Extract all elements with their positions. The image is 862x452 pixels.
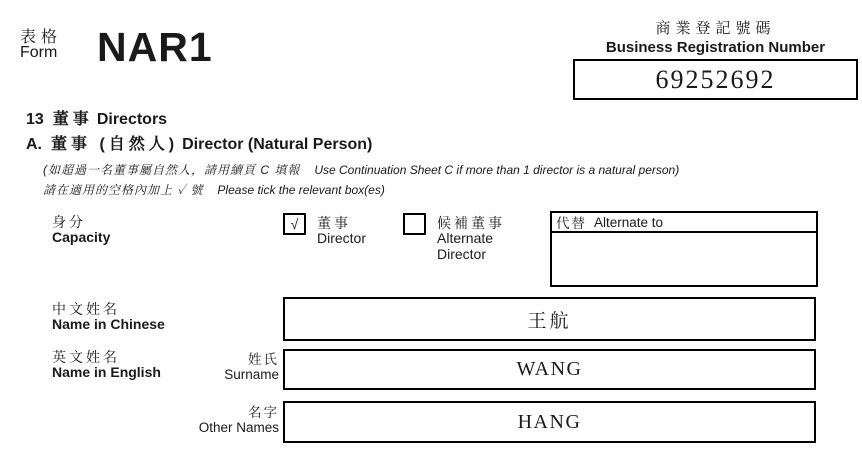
subsection-title-en: Director (Natural Person) [182,136,373,153]
brn-number-field[interactable]: 69252692 [573,59,858,100]
section-title-en: Directors [96,111,168,128]
alternate-director-checkbox[interactable] [403,213,426,235]
form-label-en: Form [20,44,58,61]
name-chinese-field[interactable]: 王航 [283,297,816,341]
capacity-label-en: Capacity [52,229,111,245]
director-label-zh: 董事 [317,215,351,231]
business-registration-block [573,17,858,100]
name-english-label-en: Name in English [52,364,161,380]
name-chinese-label-zh: 中文姓名 [52,301,120,317]
name-english-label-zh: 英文姓名 [52,349,120,365]
subsection-letter: A. [26,136,42,153]
director-label-en: Director [317,230,367,246]
surname-label-en: Surname [224,367,279,382]
form-label-zh: 表格 [20,29,63,46]
alternate-to-label-en: Alternate to [594,214,664,230]
section-title-zh: 董事 [52,111,93,128]
surname-label-zh: 姓氏 [248,352,279,367]
brn-label-en: Business Registration Number [605,39,826,56]
name-chinese-label-en: Name in Chinese [52,316,165,332]
surname-field[interactable]: WANG [283,349,816,390]
director-checkbox[interactable]: √ [283,213,306,235]
alternate-director-label-zh: 候補董事 [437,215,505,231]
continuation-note-en: Use Continuation Sheet C if more than 1 director is a natural person) [314,163,680,177]
brn-label-zh: 商業登記號碼 [655,20,776,37]
subsection-title-zh: 董事 (自然人) [51,136,179,153]
alternate-to-label-zh: 代替 [556,216,587,231]
section-13-heading [26,106,167,129]
other-names-label-zh: 名字 [248,405,279,420]
alternate-to-block [550,211,818,287]
continuation-note-zh: (如超過一名董事屬自然人，請用續頁 C 填報 [43,163,301,177]
form-code: NAR1 [97,24,213,70]
section-number: 13 [26,111,44,128]
alternate-to-label [550,211,818,233]
capacity-label-zh: 身分 [52,214,86,230]
tick-instruction-note [43,181,385,198]
other-names-field[interactable]: HANG [283,401,816,443]
tick-instruction-zh: 請在適用的空格內加上 ✓ 號 [43,183,204,197]
alternate-to-field[interactable] [550,233,818,287]
alternate-director-label-en2: Director [437,246,487,262]
other-names-label [140,405,279,435]
tick-instruction-en: Please tick the relevant box(es) [217,183,385,197]
subsection-a-heading [26,131,372,154]
other-names-label-en: Other Names [198,420,279,435]
alternate-director-label-en1: Alternate [437,230,494,246]
surname-label [140,352,279,382]
continuation-note [43,161,679,178]
